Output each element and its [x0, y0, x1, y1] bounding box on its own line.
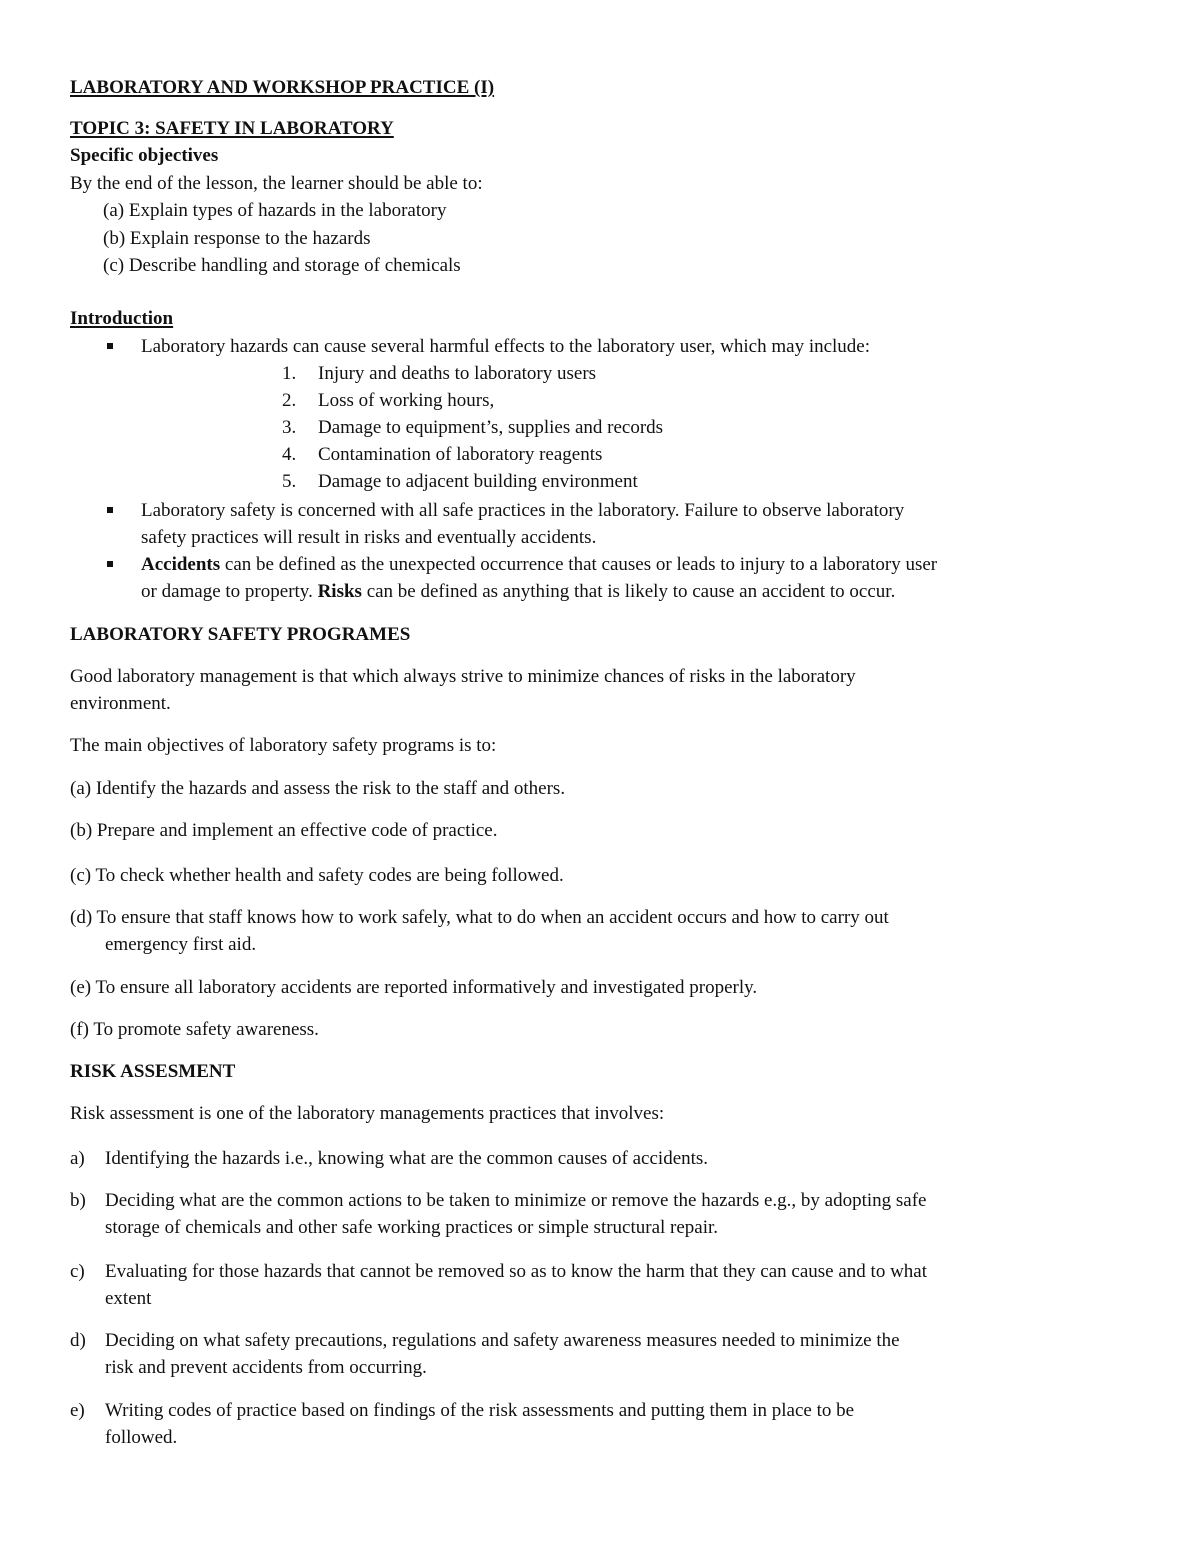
bullet-marker — [107, 561, 113, 567]
programme-objective: (d) To ensure that staff knows how to work safely, what to do when an accident occurs and how to carry out — [70, 907, 889, 928]
programme-objective: (c) To check whether health and safety codes are being followed. — [70, 865, 564, 886]
risk-item-label: d) — [70, 1330, 86, 1351]
risk-item-text: Writing codes of practice based on findings of the risk assessments and putting them in place to be — [105, 1400, 855, 1421]
risk-item-text: followed. — [105, 1427, 178, 1448]
effect-text: Contamination of laboratory reagents — [318, 444, 603, 465]
topic-title: TOPIC 3: SAFETY IN LABORATORY — [70, 118, 394, 139]
effect-number: 3. — [282, 417, 297, 438]
objective-item: (a) Explain types of hazards in the laboratory — [103, 200, 447, 221]
risk-item-label: b) — [70, 1190, 86, 1211]
term-risks: Risks — [317, 581, 362, 602]
objectives-intro: By the end of the lesson, the learner should be able to: — [70, 173, 483, 194]
effect-text: Damage to equipment’s, supplies and records — [318, 417, 664, 438]
objective-item: (b) Explain response to the hazards — [103, 228, 371, 249]
programme-objective: (f) To promote safety awareness. — [70, 1019, 319, 1040]
intro-bullet-text: safety practices will result in risks and eventually accidents. — [141, 527, 597, 548]
effect-text: Injury and deaths to laboratory users — [318, 363, 597, 384]
paragraph-line: Risk assessment is one of the laboratory managements practices that involves: — [70, 1103, 665, 1124]
risk-item-text: extent — [105, 1288, 152, 1309]
risk-item-label: a) — [70, 1148, 85, 1169]
risk-item-text: risk and prevent accidents from occurring. — [105, 1357, 427, 1378]
risk-item-text: Evaluating for those hazards that cannot be removed so as to know the harm that they can cause and to what — [105, 1261, 928, 1282]
objective-item: (c) Describe handling and storage of chemicals — [103, 255, 461, 276]
paragraph-line: The main objectives of laboratory safety programs is to: — [70, 735, 497, 756]
term-accidents: Accidents — [141, 554, 221, 575]
introduction-heading: Introduction — [70, 308, 174, 329]
risk-heading: RISK ASSESMENT — [70, 1061, 236, 1082]
effect-number: 5. — [282, 471, 297, 492]
effect-text: Damage to adjacent building environment — [318, 471, 638, 492]
intro-bullet-text — [141, 582, 895, 601]
intro-bullet-text — [141, 555, 937, 574]
paragraph-line: environment. — [70, 693, 171, 714]
risk-item-text: Deciding what are the common actions to be taken to minimize or remove the hazards e.g., by adopting safe — [105, 1190, 927, 1211]
bullet-marker — [107, 507, 113, 513]
paragraph-line: Good laboratory management is that which always strive to minimize chances of risks in the laboratory — [70, 666, 856, 687]
intro-bullet-text: Laboratory safety is concerned with all safe practices in the laboratory. Failure to observe laboratory — [141, 500, 905, 521]
risk-item-label: c) — [70, 1261, 85, 1282]
risk-item-text: Deciding on what safety precautions, regulations and safety awareness measures needed to minimize the — [105, 1330, 900, 1351]
definition-text: or damage to property. — [141, 581, 318, 602]
effect-number: 1. — [282, 363, 297, 384]
risk-item-label: e) — [70, 1400, 85, 1421]
effect-number: 4. — [282, 444, 297, 465]
risk-item-text: storage of chemicals and other safe working practices or simple structural repair. — [105, 1217, 719, 1238]
programme-objective: emergency first aid. — [105, 934, 257, 955]
definition-text: can be defined as the unexpected occurrence that causes or leads to injury to a laboratory user — [220, 554, 938, 575]
course-title: LABORATORY AND WORKSHOP PRACTICE (I) — [70, 77, 495, 98]
programme-objective: (a) Identify the hazards and assess the risk to the staff and others. — [70, 778, 566, 799]
effect-number: 2. — [282, 390, 297, 411]
programme-objective: (b) Prepare and implement an effective code of practice. — [70, 820, 498, 841]
intro-bullet-text: Laboratory hazards can cause several harmful effects to the laboratory user, which may include: — [141, 336, 871, 357]
objectives-heading: Specific objectives — [70, 145, 219, 166]
programme-objective: (e) To ensure all laboratory accidents are reported informatively and investigated properly. — [70, 977, 758, 998]
programmes-heading: LABORATORY SAFETY PROGRAMES — [70, 624, 411, 645]
risk-item-text: Identifying the hazards i.e., knowing what are the common causes of accidents. — [105, 1148, 709, 1169]
effect-text: Loss of working hours, — [318, 390, 495, 411]
bullet-marker — [107, 343, 113, 349]
definition-text: can be defined as anything that is likely to cause an accident to occur. — [361, 581, 896, 602]
